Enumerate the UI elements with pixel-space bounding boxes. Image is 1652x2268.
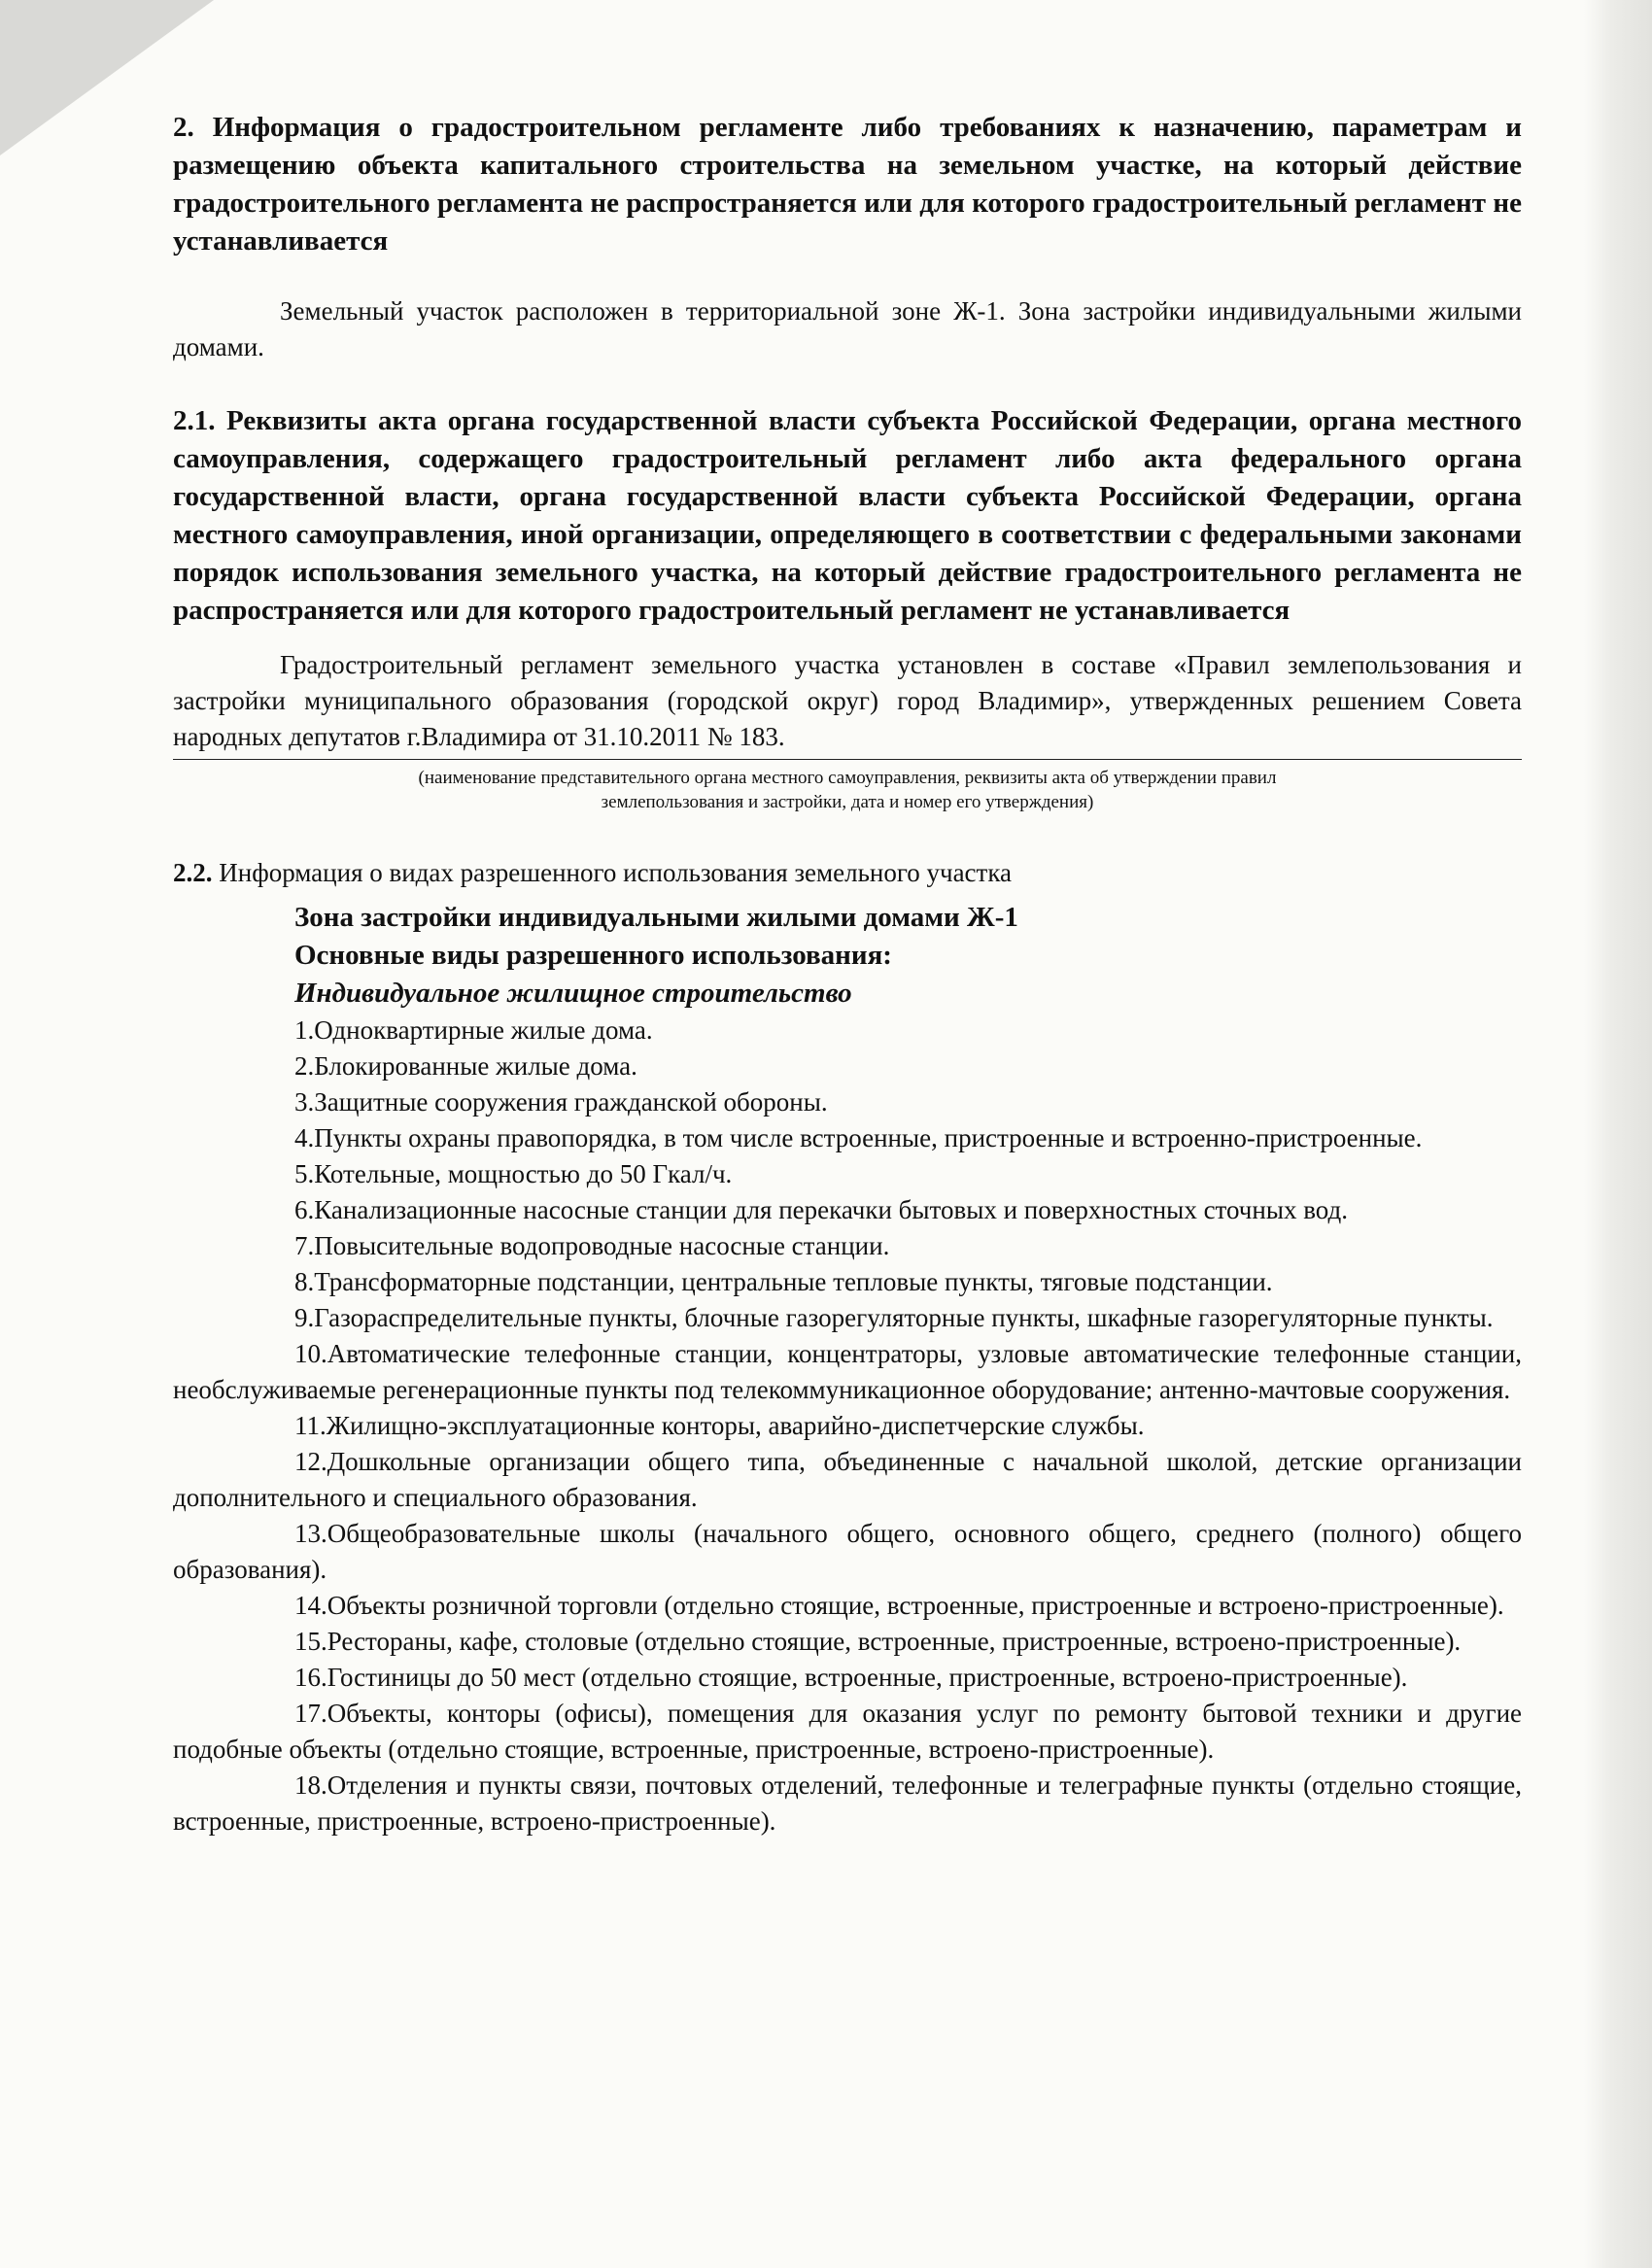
category-title: Индивидуальное жилищное строительство	[294, 978, 852, 1009]
list-item: 2.Блокированные жилые дома.	[294, 1051, 637, 1081]
zone-block	[173, 899, 1522, 1013]
caption-underline	[173, 759, 1522, 760]
list-item: 14.Объекты розничной торговли (отдельно стоящие, встроенные, пристроенные и встроено-пристроенные).	[294, 1591, 1504, 1620]
list-item: 12.Дошкольные организации общего типа, объединенные с начальной школой, детские организации дополнительного и специального образования.	[173, 1447, 1522, 1512]
list-item: 18.Отделения и пункты связи, почтовых отделений, телефонные и телеграфные пункты (отдельно стоящие, встроенные, пристроенные, встроено-пристроенные).	[173, 1770, 1522, 1836]
list-item: 8.Трансформаторные подстанции, центральные тепловые пункты, тяговые подстанции.	[294, 1267, 1273, 1296]
main-uses-title: Основные виды разрешенного использования:	[294, 940, 892, 971]
section-2-2-text: Информация о видах разрешенного использования земельного участка	[212, 858, 1013, 887]
list-item: 9.Газораспределительные пункты, блочные газорегуляторные пункты, шкафные газорегуляторные пункты.	[294, 1303, 1494, 1332]
list-item: 15.Рестораны, кафе, столовые (отдельно стоящие, встроенные, пристроенные, встроено-пристроенные).	[294, 1627, 1462, 1656]
list-item: 13.Общеобразовательные школы (начального общего, основного общего, среднего (полного) общего образования).	[173, 1519, 1522, 1584]
caption-line-2: землепользования и застройки, дата и номер его утверждения)	[601, 792, 1094, 812]
page-edge-shadow	[1584, 0, 1652, 2268]
document-body	[173, 109, 1522, 1839]
list-item: 5.Котельные, мощностью до 50 Гкал/ч.	[294, 1159, 733, 1188]
list-item: 16.Гостиницы до 50 мест (отдельно стоящие, встроенные, пристроенные, встроено-пристроенные).	[294, 1663, 1408, 1692]
section-2-2-title	[173, 855, 1522, 891]
zone-text: Земельный участок расположен в территориальной зоне Ж-1. Зона застройки индивидуальными жилыми домами.	[173, 296, 1522, 361]
list-item: 1.Одноквартирные жилые дома.	[294, 1015, 653, 1045]
list-item: 10.Автоматические телефонные станции, концентраторы, узловые автоматические телефонные станции, необслуживаемые регенерационные пункты под телекоммуникационное оборудование; антенно-мачтовые сооружения.	[173, 1339, 1522, 1404]
list-item: 6.Канализационные насосные станции для перекачки бытовых и поверхностных сточных вод.	[294, 1195, 1348, 1224]
list-item: 4.Пункты охраны правопорядка, в том числе встроенные, пристроенные и встроенно-пристроенные.	[294, 1123, 1423, 1152]
section-2-heading: 2. Информация о градостроительном регламенте либо требованиях к назначению, параметрам и размещению объекта капитального строительства на земельном участке, на который действие градостроительного регламента не распространяется или для которого градостроительный регламент не устанавливается	[173, 112, 1522, 257]
regulation-text: Градостроительный регламент земельного участка установлен в составе «Правил землепользования и застройки муниципального образования (городской округ) город Владимир», утвержденных решением Совета народных депутатов г.Владимира от 31.10.2011 № 183.	[173, 650, 1522, 751]
section-2-2-number: 2.2.	[173, 858, 213, 887]
permitted-uses-list	[173, 1013, 1522, 1839]
list-item: 7.Повысительные водопроводные насосные станции.	[294, 1231, 890, 1260]
caption-line-1: (наименование представительного органа местного самоуправления, реквизиты акта об утверждении правил	[418, 768, 1277, 788]
list-item: 3.Защитные сооружения гражданской обороны.	[294, 1087, 828, 1117]
list-item: 11.Жилищно-эксплуатационные конторы, аварийно-диспетчерские службы.	[294, 1411, 1145, 1440]
zone-title: Зона застройки индивидуальными жилыми домами Ж-1	[294, 902, 1018, 933]
section-2-1-heading: 2.1. Реквизиты акта органа государственной власти субъекта Российской Федерации, органа местного самоуправления, содержащего градостроительный регламент либо акта федерального органа государственной власти, органа государственной власти субъекта Российской Федерации, органа местного самоуправления, иной организации, определяющего в соответствии с федеральными законами порядок использования земельного участка, на который действие градостроительного регламента не распространяется или для которого градостроительный регламент не устанавливается	[173, 405, 1522, 626]
list-item: 17.Объекты, конторы (офисы), помещения для оказания услуг по ремонту бытовой техники и другие подобные объекты (отдельно стоящие, встроенные, пристроенные, встроено-пристроенные).	[173, 1699, 1522, 1764]
